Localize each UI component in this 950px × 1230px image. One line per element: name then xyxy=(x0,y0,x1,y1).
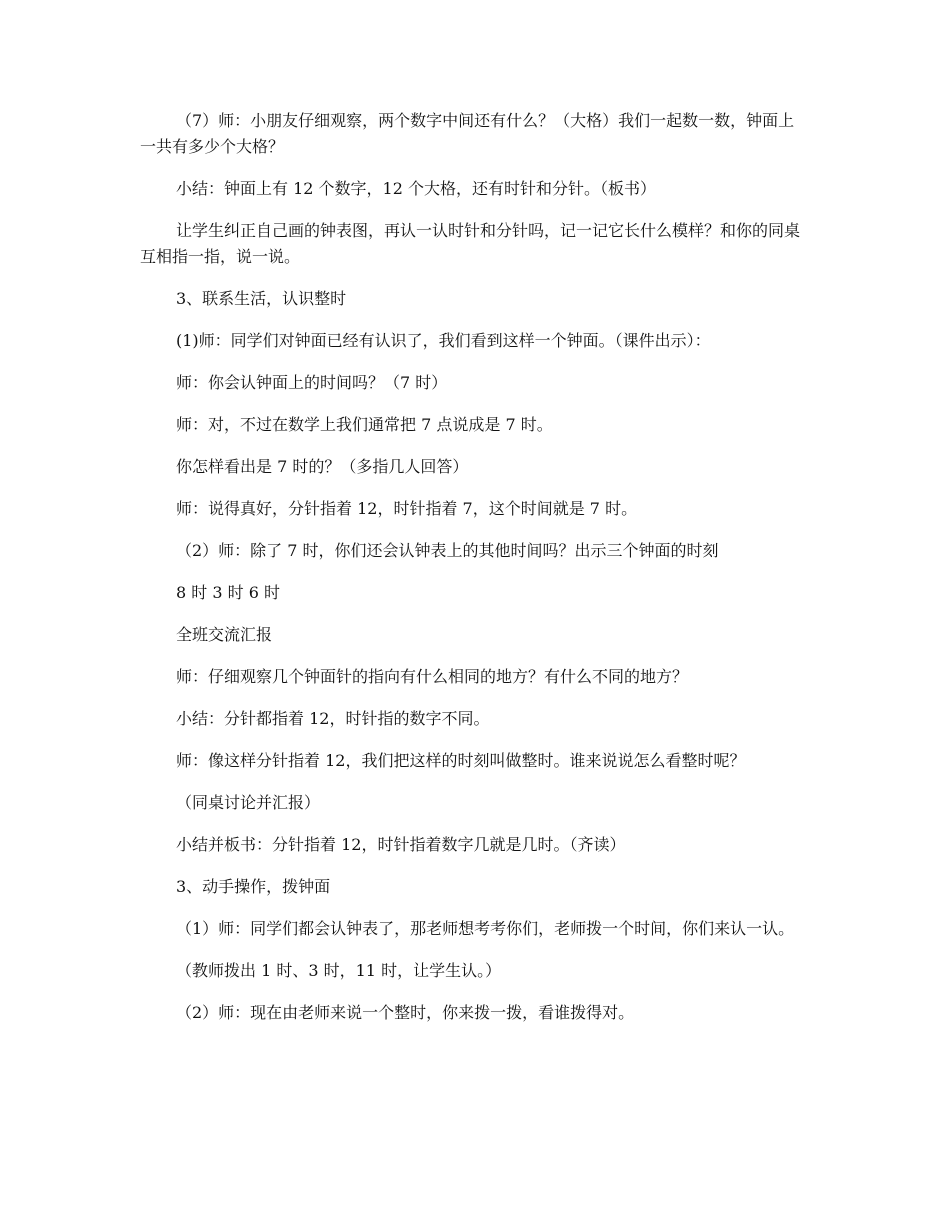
paragraph: 让学生纠正自己画的钟表图，再认一认时针和分针吗，记一记它长什么模样？和你的同桌互相指一指，说一说。 xyxy=(140,221,801,266)
paragraph: （7）师：小朋友仔细观察，两个数字中间还有什么？（大格）我们一起数一数，钟面上一共有多少个大格？ xyxy=(140,111,795,156)
paragraph: （同桌讨论并汇报） xyxy=(176,793,321,812)
paragraph: 师：说得真好，分针指着 12，时针指着 7，这个时间就是 7 时。 xyxy=(176,499,638,518)
paragraph: （教师拨出 1 时、3 时，11 时，让学生认。） xyxy=(176,961,502,980)
document-body xyxy=(140,108,805,1026)
section-heading: 3、动手操作，拨钟面 xyxy=(176,877,331,896)
paragraph: 师：对，不过在数学上我们通常把 7 点说成是 7 时。 xyxy=(176,415,553,434)
section-heading: 3、联系生活，认识整时 xyxy=(176,289,347,308)
paragraph: 你怎样看出是 7 时的？（多指几人回答） xyxy=(176,457,469,476)
paragraph: 小结：钟面上有 12 个数字，12 个大格，还有时针和分针。（板书） xyxy=(176,179,656,198)
paragraph: 小结：分针都指着 12，时针指的数字不同。 xyxy=(176,709,490,728)
paragraph: （2）师：除了 7 时，你们还会认钟表上的其他时间吗？出示三个钟面的时刻 xyxy=(176,541,719,560)
paragraph: (1)师：同学们对钟面已经有认识了，我们看到这样一个钟面。（课件出示）： xyxy=(176,331,711,350)
paragraph: 8 时 3 时 6 时 xyxy=(176,583,280,602)
paragraph: （1）师：同学们都会认钟表了，那老师想考考你们，老师拨一个时间，你们来认一认。 xyxy=(176,919,795,938)
paragraph: 师：像这样分针指着 12，我们把这样的时刻叫做整时。谁来说说怎么看整时呢？ xyxy=(176,751,746,770)
paragraph: 师：你会认钟面上的时间吗？（7 时） xyxy=(176,373,448,392)
paragraph: 师：仔细观察几个钟面针的指向有什么相同的地方？有什么不同的地方？ xyxy=(176,667,689,686)
paragraph: 小结并板书：分针指着 12，时针指着数字几就是几时。（齐读） xyxy=(176,835,626,854)
paragraph: 全班交流汇报 xyxy=(176,625,273,644)
paragraph: （2）师：现在由老师来说一个整时，你来拨一拨，看谁拨得对。 xyxy=(176,1003,635,1022)
